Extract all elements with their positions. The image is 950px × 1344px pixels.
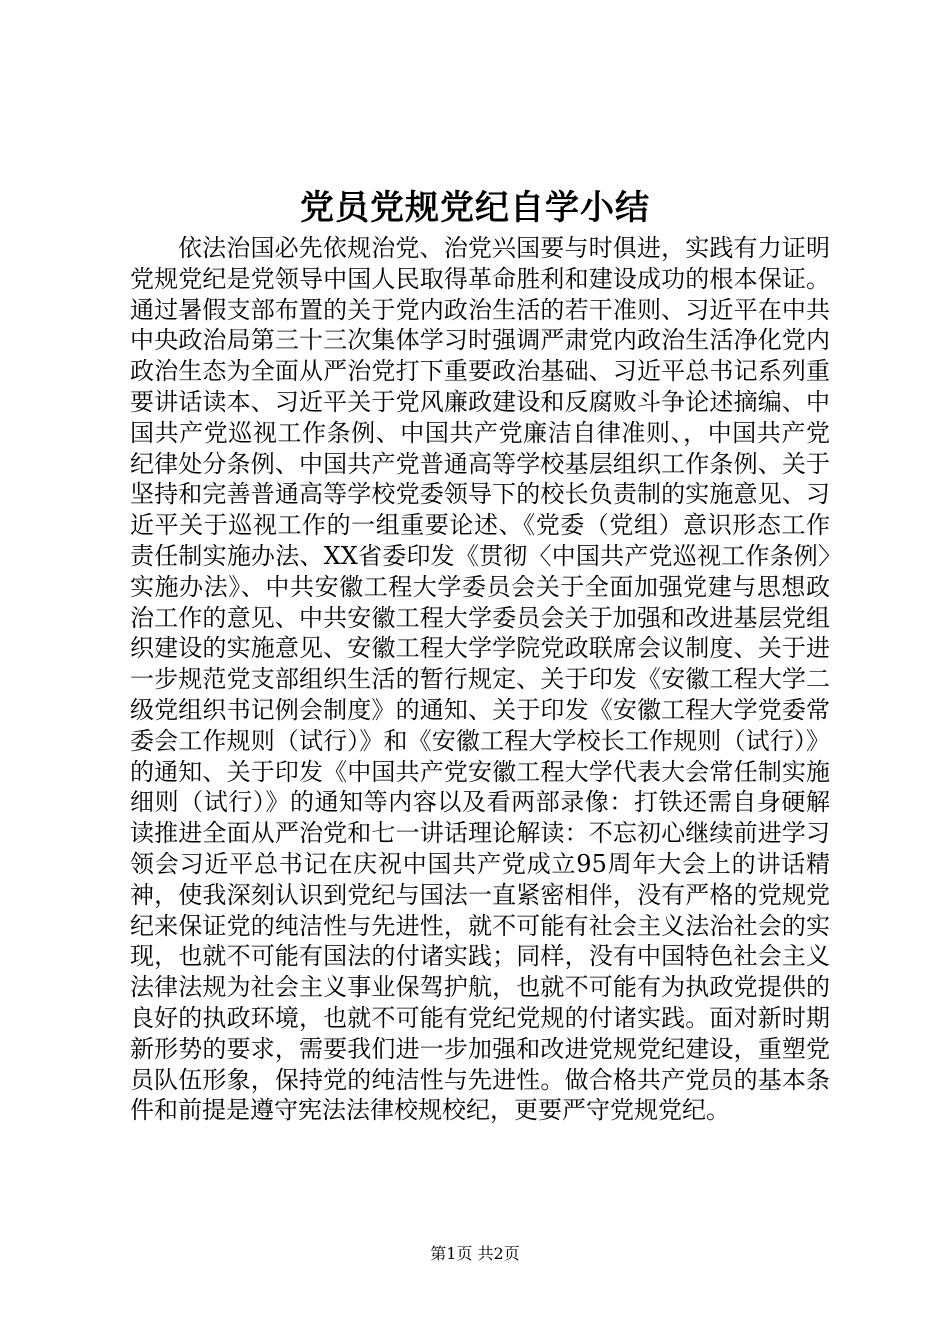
document-title: 党员党规党纪自学小结 (300, 188, 650, 228)
body-paragraph: 依法治国必先依规治党、治党兴国要与时俱进，实践有力证明党规党纪是党领导中国人民取得革命胜利和建设成功的根本保证。通过暑假支部布置的关于党内政治生活的若干准则、习近平在中共中央政治局第三十三次集体学习时强调严肃党内政治生活净化党内政治生态为全面从严治党打下重要政治基础、习近平总书记系列重要讲话读本、习近平关于党风廉政建设和反腐败斗争论述摘编、中国共产党巡视工作条例、中国共产党廉洁自律准则、，中国共产党纪律处分条例、中国共产党普通高等学校基层组织工作条例、关于坚持和完善普通高等学校党委领导下的校长负责制的实施意见、习近平关于巡视工作的一组重要论述、《党委（党组）意识形态工作责任制实施办法、XX省委印发《贯彻〈中国共产党巡视工作条例〉实施办法》、中共安徽工程大学委员会关于全面加强党建与思想政治工作的意见、中共安徽工程大学委员会关于加强和改进基层党组织建设的实施意见、安徽工程大学学院党政联席会议制度、关于进一步规范党支部组织生活的暂行规定、关于印发《安徽工程大学二级党组织书记例会制度》的通知、关于印发《安徽工程大学党委常委会工作规则（试行）》和《安徽工程大学校长工作规则（试行）》的通知、关于印发《中国共产党安徽工程大学代表大会常任制实施细则（试行）》的通知等内容以及看两部录像：打铁还需自身硬解读推进全面从严治党和七一讲话理论解读：不忘初心继续前进学习领会习近平总书记在庆祝中国共产党成立95周年大会上的讲话精神，使我深刻认识到党纪与国法一直紧密相伴，没有严格的党规党纪来保证党的纯洁性与先进性，就不可能有社会主义法治社会的实现，也就不可能有国法的付诸实践；同样，没有中国特色社会主义法律法规为社会主义事业保驾护航，也就不可能有为执政党提供的良好的执政环境，也就不可能有党纪党规的付诸实践。面对新时期新形势的要求，需要我们进一步加强和改进党规党纪建设，重塑党员队伍形象，保持党的纯洁性与先进性。做合格共产党员的基本条件和前提是遵守宪法法律校规校纪，更要严守党规党纪。 (130, 234, 830, 1125)
page-footer: 第1页 共2页 (430, 1244, 520, 1263)
